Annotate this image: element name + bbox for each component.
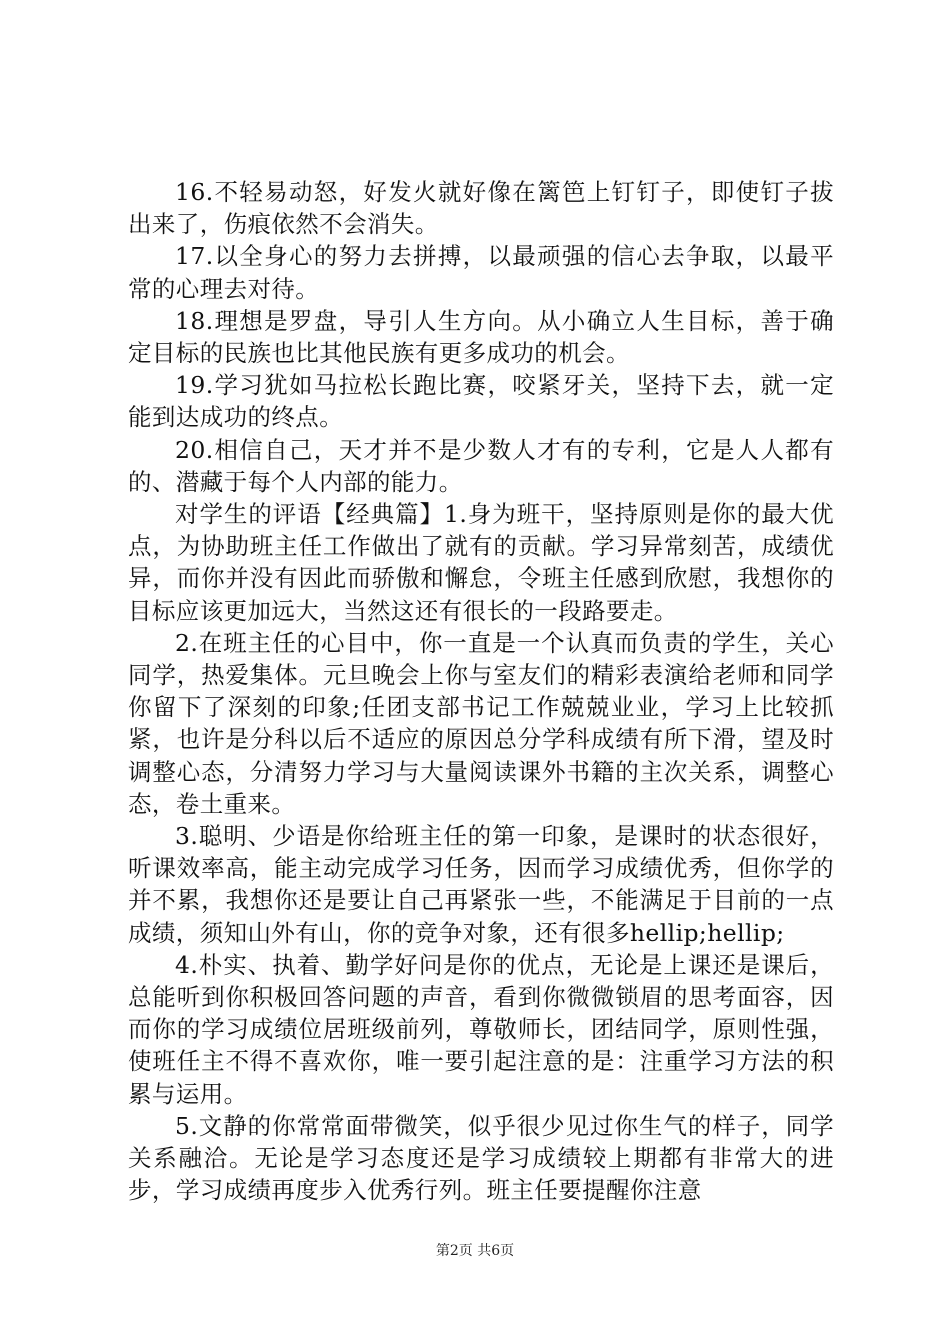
paragraph-16: 16.不轻易动怒，好发火就好像在篱笆上钉钉子，即使钉子拔出来了，伤痕依然不会消失。 xyxy=(128,178,834,239)
document-body xyxy=(128,176,834,1207)
paragraph-comment-1: 对学生的评语【经典篇】1.身为班干，坚持原则是你的最大优点，为协助班主任工作做出了就有的贡献。学习异常刻苦，成绩优异，而你并没有因此而骄傲和懈怠，令班主任感到欣慰，我想你的目标应该更加远大，当然这还有很长的一段路要走。 xyxy=(128,500,834,625)
paragraph-comment-4: 4.朴实、执着、勤学好问是你的优点，无论是上课还是课后，总能听到你积极回答问题的声音，看到你微微锁眉的思考面容，因而你的学习成绩位居班级前列，尊敬师长，团结同学，原则性强，使班任主不得不喜欢你，唯一要引起注意的是：注重学习方法的积累与运用。 xyxy=(128,950,834,1108)
paragraph-20: 20.相信自己，天才并不是少数人才有的专利，它是人人都有的、潜藏于每个人内部的能力。 xyxy=(128,435,834,496)
paragraph-19: 19.学习犹如马拉松长跑比赛，咬紧牙关，坚持下去，就一定能到达成功的终点。 xyxy=(128,371,834,432)
paragraph-comment-2: 2.在班主任的心目中，你一直是一个认真而负责的学生，关心同学，热爱集体。元旦晚会上你与室友们的精彩表演给老师和同学你留下了深刻的印象;任团支部书记工作兢兢业业，学习上比较抓紧，也许是分科以后不适应的原因总分学科成绩有所下滑，望及时调整心态，分清努力学习与大量阅读课外书籍的主次关系，调整心态，卷土重来。 xyxy=(128,628,834,818)
page-footer: 第2页 共6页 xyxy=(435,1243,515,1259)
paragraph-17: 17.以全身心的努力去拼搏，以最顽强的信心去争取，以最平常的心理去对待。 xyxy=(128,242,834,303)
paragraph-comment-5: 5.文静的你常常面带微笑，似乎很少见过你生气的样子，同学关系融洽。无论是学习态度还是学习成绩较上期都有非常大的进步，学习成绩再度步入优秀行列。班主任要提醒你注意 xyxy=(128,1111,834,1205)
paragraph-18: 18.理想是罗盘，导引人生方向。从小确立人生目标，善于确定目标的民族也比其他民族有更多成功的机会。 xyxy=(128,306,834,368)
paragraph-comment-3: 3.聪明、少语是你给班主任的第一印象，是课时的状态很好，听课效率高，能主动完成学习任务，因而学习成绩优秀，但你学的并不累，我想你还是要让自己再紧张一些，不能满足于目前的一点成绩，须知山外有山，你的竞争对象，还有很多hellip;hellip; xyxy=(128,822,834,947)
